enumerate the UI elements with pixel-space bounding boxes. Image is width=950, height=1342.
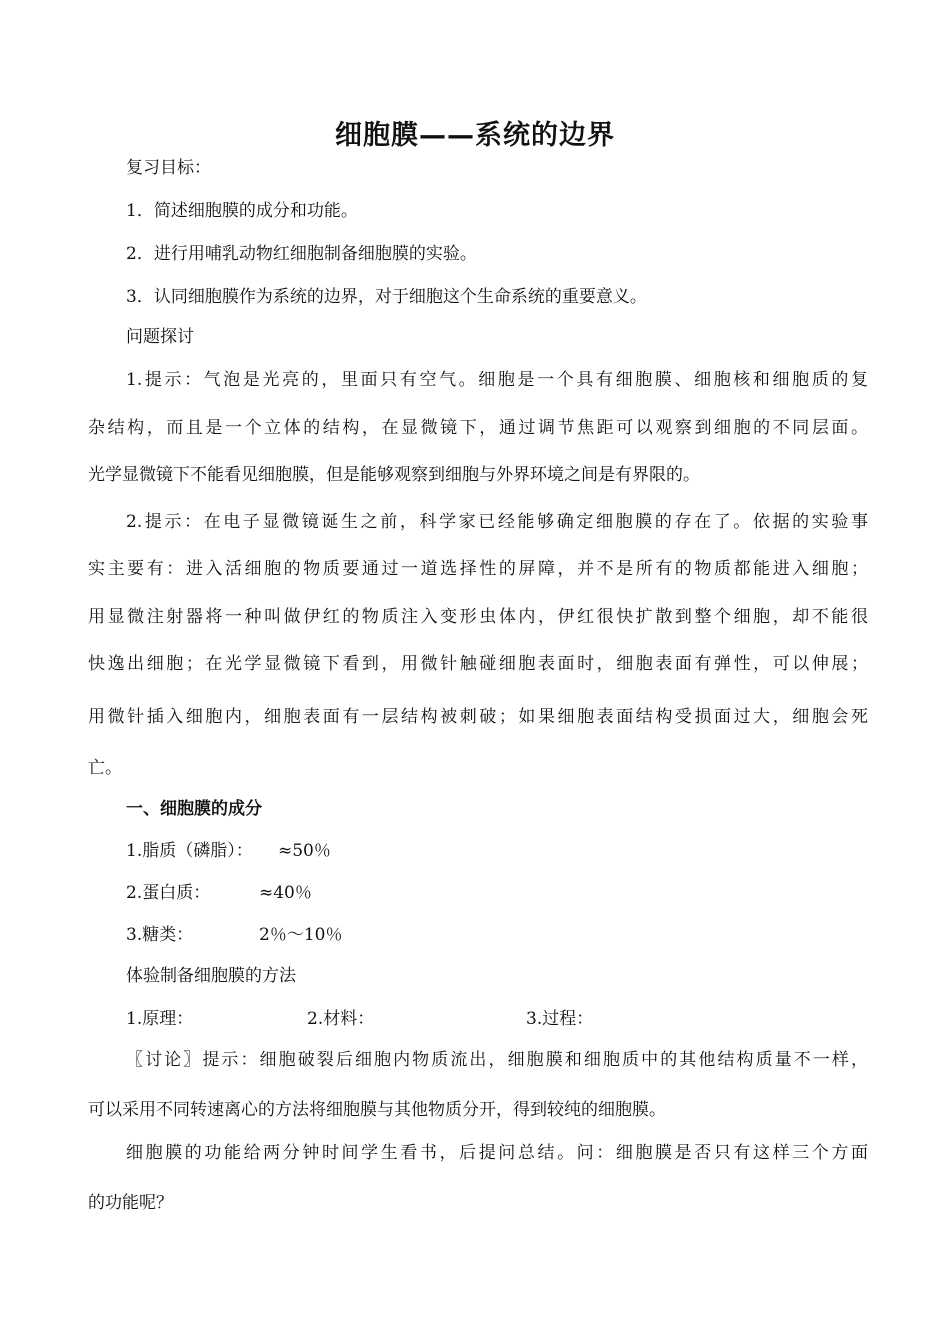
discussion-p2-line-4: 快逸出细胞；在光学显微镜下看到，用微针触碰细胞表面时，细胞表面有弹性，可以伸展；: [88, 654, 868, 674]
component-label-sugar: 3.糖类：: [126, 925, 194, 945]
review-goal-2: 2．进行用哺乳动物红细胞制备细胞膜的实验。: [126, 244, 477, 264]
component-label-lipid: 1.脂质（磷脂）：: [126, 841, 253, 861]
discussion-heading: 问题探讨: [126, 327, 194, 347]
function-line-1: 细胞膜的功能给两分钟时间学生看书，后提问总结。问：细胞膜是否只有这样三个方面: [126, 1143, 868, 1163]
discussion-p2-line-6: 亡。: [88, 758, 122, 778]
experiment-discuss-line-2: 可以采用不同转速离心的方法将细胞膜与其他物质分开，得到较纯的细胞膜。: [88, 1100, 666, 1120]
discussion-p2-line-5: 用微针插入细胞内，细胞表面有一层结构被刺破；如果细胞表面结构受损面过大，细胞会死: [88, 707, 868, 727]
component-value-lipid: ≈50％: [278, 841, 331, 861]
discussion-p1-line-1: 1.提示：气泡是光亮的，里面只有空气。细胞是一个具有细胞膜、细胞核和细胞质的复: [126, 370, 868, 390]
experiment-process: 3.过程：: [526, 1009, 594, 1029]
review-goal-1: 1．简述细胞膜的成分和功能。: [126, 201, 358, 221]
discussion-p1-line-3: 光学显微镜下不能看见细胞膜，但是能够观察到细胞与外界环境之间是有界限的。: [88, 465, 700, 485]
page-title: 细胞膜——系统的边界: [335, 120, 615, 151]
component-value-sugar: 2％～10％: [259, 925, 343, 945]
review-heading: 复习目标：: [126, 158, 211, 178]
discussion-p2-line-3: 用显微注射器将一种叫做伊红的物质注入变形虫体内，伊红很快扩散到整个细胞，却不能很: [88, 607, 868, 627]
discussion-p1-line-2: 杂结构，而且是一个立体的结构，在显微镜下，通过调节焦距可以观察到细胞的不同层面。: [88, 418, 868, 438]
experiment-principle: 1.原理：: [126, 1009, 194, 1029]
function-line-2: 的功能呢？: [88, 1193, 173, 1213]
discussion-p2-line-2: 实主要有：进入活细胞的物质要通过一道选择性的屏障，并不是所有的物质都能进入细胞；: [88, 559, 868, 579]
experiment-heading: 体验制备细胞膜的方法: [126, 966, 296, 986]
component-label-protein: 2.蛋白质：: [126, 883, 211, 903]
review-goal-3: 3．认同细胞膜作为系统的边界，对于细胞这个生命系统的重要意义。: [126, 287, 647, 307]
component-value-protein: ≈40％: [259, 883, 312, 903]
experiment-discuss-line-1: 〖讨论〗提示：细胞破裂后细胞内物质流出，细胞膜和细胞质中的其他结构质量不一样，: [126, 1050, 868, 1070]
discussion-p2-line-1: 2.提示：在电子显微镜诞生之前，科学家已经能够确定细胞膜的存在了。依据的实验事: [126, 512, 868, 532]
experiment-materials: 2.材料：: [307, 1009, 375, 1029]
components-heading: 一、细胞膜的成分: [126, 799, 262, 819]
